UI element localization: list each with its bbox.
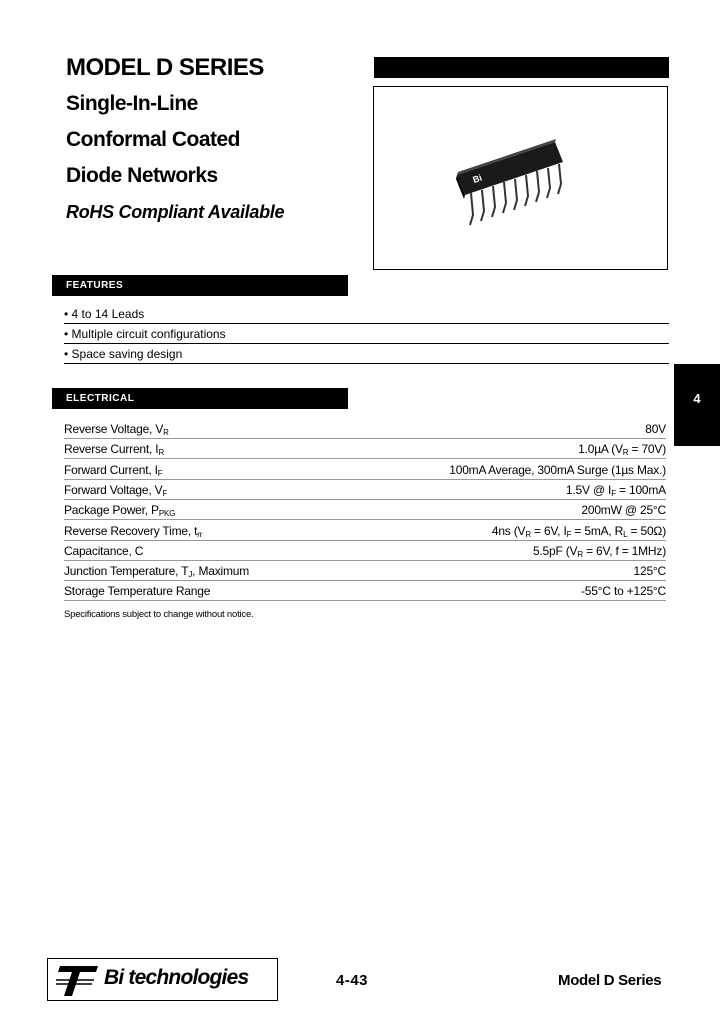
electrical-label: Reverse Current, $I_R$ [64, 442, 165, 458]
electrical-row [64, 480, 666, 500]
rohs-note: RoHS Compliant Available [66, 202, 285, 222]
electrical-label: Reverse Recovery Time, $t_{rr}$ [64, 523, 203, 539]
page-number: 4-43 [336, 972, 369, 989]
electrical-row [64, 500, 666, 520]
electrical-value: 1.5V @ $I_F = 100mA$ [565, 482, 666, 498]
section-tab: 4 [674, 364, 720, 446]
electrical-label: Capacitance, C [64, 543, 144, 558]
header-black-bar [374, 57, 669, 78]
page-title: MODEL D SERIES [66, 54, 264, 81]
electrical-row [64, 581, 666, 601]
electrical-value: 5.5pF ($V_R = 6V$, f = 1MHz) [532, 543, 666, 559]
component-marking: Bi [471, 172, 484, 185]
electrical-value: 1.0µA $(V_R = 70V)$ [578, 442, 666, 458]
electrical-label: Forward Current, $I_F$ [64, 462, 163, 478]
electrical-row [64, 541, 666, 561]
electrical-row [64, 419, 666, 439]
electrical-row [64, 460, 666, 480]
electrical-label: Storage Temperature Range [64, 584, 211, 599]
electrical-label: Junction Temperature, $T_J$, Maximum [64, 564, 250, 580]
electrical-value: 100mA Average, 300mA Surge (1µs Max.) [449, 462, 666, 477]
feature-item: • 4 to 14 Leads [64, 304, 669, 324]
specifications-note: Specifications subject to change without notice. [64, 609, 254, 620]
electrical-row [64, 561, 666, 581]
electrical-value: 125°C [633, 564, 666, 579]
footer-series: Model D Series [558, 972, 662, 989]
electrical-label: Package Power, $P_{PKG}$ [64, 503, 176, 519]
electrical-label: Reverse Voltage, $V_R$ [64, 422, 169, 437]
electrical-heading: ELECTRICAL [52, 388, 348, 409]
electrical-value: 4ns ($V_R = 6V$, $I_F = 5mA$, $R_L = 50\Omega$) [491, 523, 666, 539]
feature-item: • Multiple circuit configurations [64, 324, 669, 344]
product-image-frame [373, 86, 668, 270]
electrical-value: -55°C to +125°C [581, 584, 666, 599]
feature-item: • Space saving design [64, 344, 669, 364]
electrical-value: 200mW @ 25°C [581, 503, 666, 518]
electrical-row [64, 521, 666, 541]
company-logo-icon [54, 960, 102, 1000]
electrical-label: Forward Voltage, $V_F$ [64, 482, 168, 498]
subtitle-line-2: Conformal Coated [66, 128, 241, 151]
subtitle-line-3: Diode Networks [66, 164, 218, 187]
company-logo-text: Bi technologies [104, 966, 249, 989]
product-image [374, 87, 667, 269]
electrical-row [64, 439, 666, 459]
features-heading: FEATURES [52, 275, 348, 296]
electrical-value: 80V [645, 422, 666, 436]
subtitle-line-1: Single-In-Line [66, 92, 198, 115]
